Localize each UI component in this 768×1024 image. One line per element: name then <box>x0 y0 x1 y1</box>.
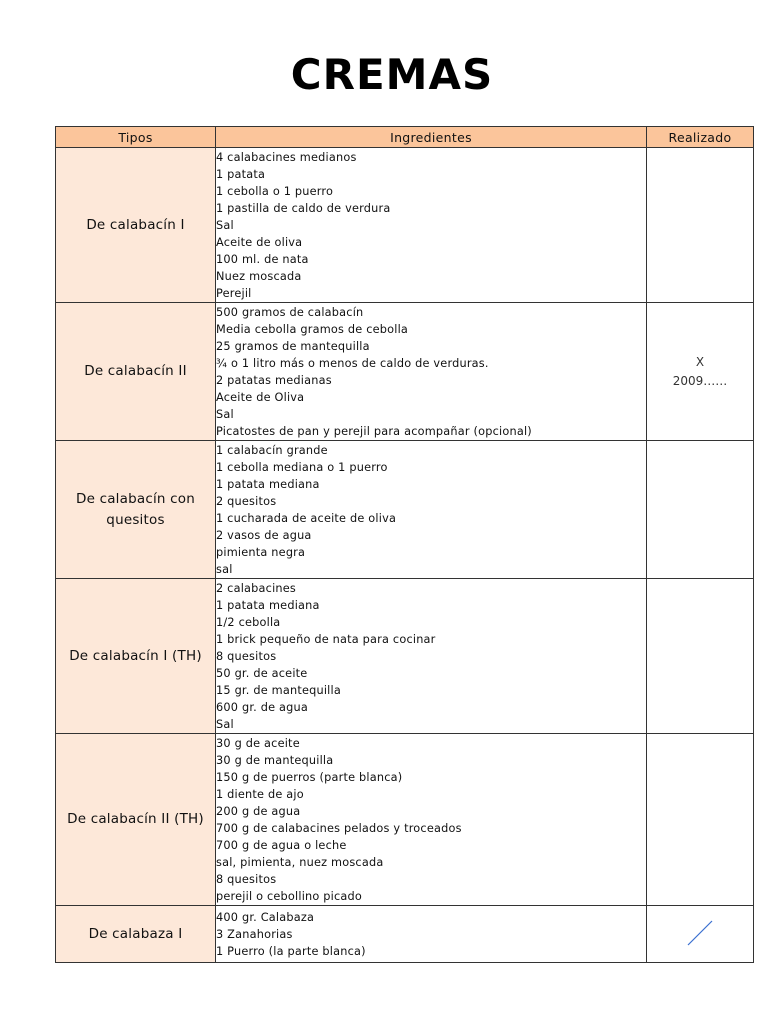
ingredient-line: Sal <box>216 717 234 731</box>
done-cell <box>647 734 754 906</box>
column-header-tipos: Tipos <box>56 127 216 148</box>
ingredient-line: 2 calabacines <box>216 581 297 595</box>
ingredients-cell <box>216 303 647 441</box>
table-row <box>56 906 754 963</box>
recipe-type-cell: De calabacín I (TH) <box>56 579 216 734</box>
ingredient-line: 2 quesitos <box>216 494 277 508</box>
done-mark: X <box>695 354 705 369</box>
ingredient-line: 3 Zanahorias <box>216 927 293 941</box>
ingredients-cell <box>216 906 647 963</box>
ingredient-line: Sal <box>216 407 234 421</box>
ingredient-line: Perejil <box>216 286 252 300</box>
recipes-table-body <box>56 148 754 963</box>
ingredient-line: ¾ o 1 litro más o menos de caldo de verduras. <box>216 356 489 370</box>
ingredient-line: 1 calabacín grande <box>216 443 328 457</box>
ingredient-line: 1 patata mediana <box>216 598 320 612</box>
ingredient-line: 500 gramos de calabacín <box>216 305 364 319</box>
ingredient-line: Nuez moscada <box>216 269 302 283</box>
ingredient-line: Sal <box>216 218 234 232</box>
done-cell <box>647 441 754 579</box>
ingredient-line: Media cebolla gramos de cebolla <box>216 322 409 336</box>
ingredient-line: pimienta negra <box>216 545 306 559</box>
ingredient-line: 1 patata <box>216 167 266 181</box>
ingredient-line: Aceite de Oliva <box>216 390 305 404</box>
ingredients-cell <box>216 579 647 734</box>
recipe-type-cell: De calabacín con quesitos <box>56 441 216 579</box>
check-stroke-icon <box>685 918 715 948</box>
recipe-type-cell: De calabacín II <box>56 303 216 441</box>
recipe-type-cell: De calabaza I <box>56 906 216 963</box>
ingredient-line: 1 pastilla de caldo de verdura <box>216 201 391 215</box>
table-row <box>56 148 754 303</box>
ingredient-line: sal, pimienta, nuez moscada <box>216 855 384 869</box>
table-row <box>56 303 754 441</box>
ingredients-cell <box>216 441 647 579</box>
ingredient-line: 1 cebolla o 1 puerro <box>216 184 334 198</box>
recipe-type-cell: De calabacín I <box>56 148 216 303</box>
ingredient-line: 1 diente de ajo <box>216 787 304 801</box>
done-cell <box>647 303 754 441</box>
table-header-row <box>56 127 754 148</box>
done-cell <box>647 906 754 963</box>
table-row <box>56 734 754 906</box>
page-title: CREMAS <box>290 50 494 99</box>
ingredient-line: 700 g de agua o leche <box>216 838 347 852</box>
recipe-type-cell: De calabacín II (TH) <box>56 734 216 906</box>
ingredient-line: 100 ml. de nata <box>216 252 309 266</box>
table-row <box>56 579 754 734</box>
ingredients-cell <box>216 734 647 906</box>
ingredients-cell <box>216 148 647 303</box>
ingredient-line: 1/2 cebolla <box>216 615 281 629</box>
ingredient-line: 200 g de agua <box>216 804 301 818</box>
ingredient-line: 2 vasos de agua <box>216 528 312 542</box>
column-header-realizado: Realizado <box>647 127 754 148</box>
ingredient-line: Picatostes de pan y perejil para acompañar (opcional) <box>216 424 532 438</box>
ingredient-line: 8 quesitos <box>216 649 277 663</box>
done-mark: 2009…… <box>672 373 728 388</box>
recipes-table <box>55 126 754 963</box>
done-cell <box>647 579 754 734</box>
ingredient-line: perejil o cebollino picado <box>216 889 363 903</box>
table-row <box>56 441 754 579</box>
ingredient-line: 25 gramos de mantequilla <box>216 339 370 353</box>
ingredient-line: 700 g de calabacines pelados y troceados <box>216 821 462 835</box>
ingredient-line: 30 g de mantequilla <box>216 753 334 767</box>
ingredient-line: 2 patatas medianas <box>216 373 332 387</box>
ingredient-line: 400 gr. Calabaza <box>216 910 315 924</box>
column-header-ingredientes: Ingredientes <box>216 127 647 148</box>
ingredient-line: 50 gr. de aceite <box>216 666 308 680</box>
ingredient-line: 4 calabacines medianos <box>216 150 357 164</box>
ingredient-line: 1 Puerro (la parte blanca) <box>216 944 366 958</box>
done-cell <box>647 148 754 303</box>
ingredient-line: Aceite de oliva <box>216 235 303 249</box>
ingredient-line: 1 patata mediana <box>216 477 320 491</box>
ingredient-line: 150 g de puerros (parte blanca) <box>216 770 403 784</box>
ingredient-line: 1 cucharada de aceite de oliva <box>216 511 397 525</box>
ingredient-line: 1 cebolla mediana o 1 puerro <box>216 460 388 474</box>
ingredient-line: 15 gr. de mantequilla <box>216 683 341 697</box>
ingredient-line: 1 brick pequeño de nata para cocinar <box>216 632 436 646</box>
ingredient-line: sal <box>216 562 233 576</box>
ingredient-line: 8 quesitos <box>216 872 277 886</box>
ingredient-line: 30 g de aceite <box>216 736 300 750</box>
ingredient-line: 600 gr. de agua <box>216 700 309 714</box>
